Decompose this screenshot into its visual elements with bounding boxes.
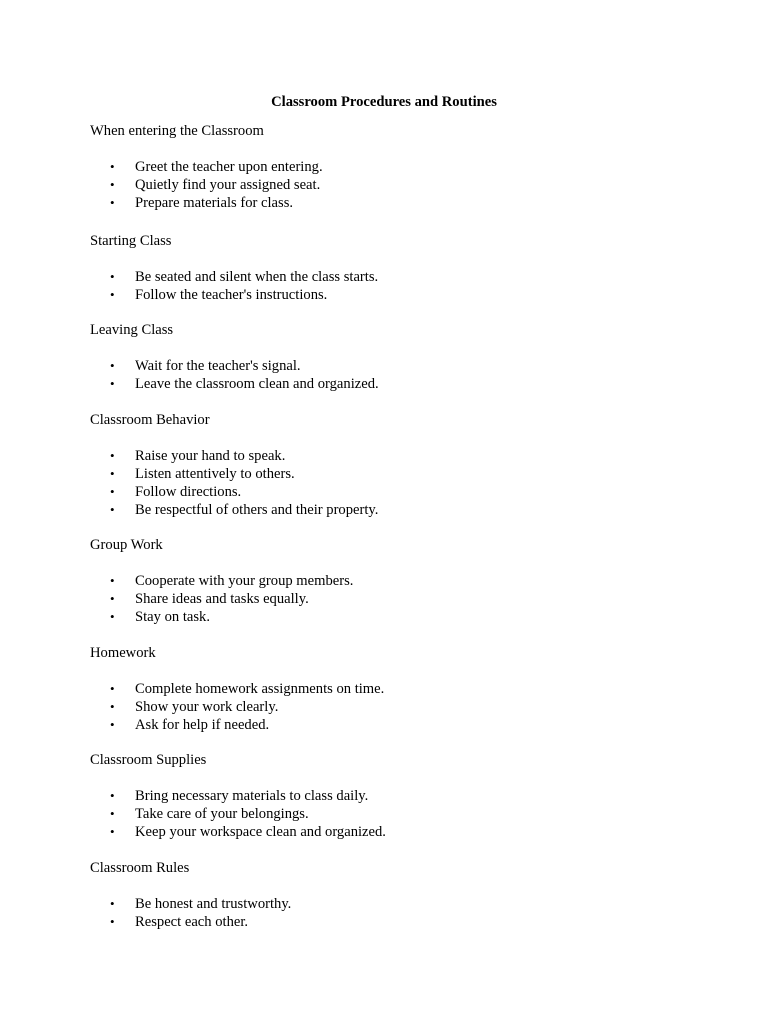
list-item: • Leave the classroom clean and organized. — [90, 375, 690, 393]
section-heading: When entering the Classroom — [90, 123, 264, 139]
list-item: • Listen attentively to others. — [90, 465, 690, 483]
section-heading: Classroom Behavior — [90, 412, 210, 428]
section-classroom-rules — [90, 859, 690, 931]
section-heading: Leaving Class — [90, 322, 174, 338]
list-item: • Respect each other. — [90, 913, 690, 931]
list-item: • Show your work clearly. — [90, 698, 690, 716]
list-item: • Share ideas and tasks equally. — [90, 590, 690, 608]
section-heading: Classroom Supplies — [90, 752, 207, 768]
list-item: • Be honest and trustworthy. — [90, 895, 690, 913]
list-item: • Complete homework assignments on time. — [90, 680, 690, 698]
section-group-work — [90, 536, 690, 626]
section-entering-classroom — [90, 122, 690, 212]
section-homework — [90, 644, 690, 734]
list-item: • Wait for the teacher's signal. — [90, 357, 690, 375]
list-item: • Greet the teacher upon entering. — [90, 158, 690, 176]
section-heading: Starting Class — [90, 233, 172, 249]
section-classroom-supplies — [90, 751, 690, 841]
document-title: Classroom Procedures and Routines — [271, 94, 497, 110]
bullet-list — [90, 447, 690, 519]
section-starting-class — [90, 232, 690, 304]
section-leaving-class — [90, 321, 690, 393]
list-item: • Prepare materials for class. — [90, 194, 690, 212]
list-item: • Raise your hand to speak. — [90, 447, 690, 465]
list-item: • Be respectful of others and their property. — [90, 501, 690, 519]
bullet-list — [90, 572, 690, 626]
list-item: • Cooperate with your group members. — [90, 572, 690, 590]
bullet-list — [90, 158, 690, 212]
list-item: • Bring necessary materials to class daily. — [90, 787, 690, 805]
bullet-list — [90, 787, 690, 841]
section-classroom-behavior — [90, 411, 690, 519]
bullet-list — [90, 357, 690, 393]
section-heading: Group Work — [90, 537, 163, 553]
list-item: • Keep your workspace clean and organized. — [90, 823, 690, 841]
list-item: • Follow the teacher's instructions. — [90, 286, 690, 304]
section-heading: Homework — [90, 645, 156, 661]
list-item: • Be seated and silent when the class starts. — [90, 268, 690, 286]
list-item: • Ask for help if needed. — [90, 716, 690, 734]
list-item: • Follow directions. — [90, 483, 690, 501]
bullet-list — [90, 680, 690, 734]
list-item: • Quietly find your assigned seat. — [90, 176, 690, 194]
list-item: • Stay on task. — [90, 608, 690, 626]
list-item: • Take care of your belongings. — [90, 805, 690, 823]
bullet-list — [90, 895, 690, 931]
bullet-list — [90, 268, 690, 304]
section-heading: Classroom Rules — [90, 860, 190, 876]
